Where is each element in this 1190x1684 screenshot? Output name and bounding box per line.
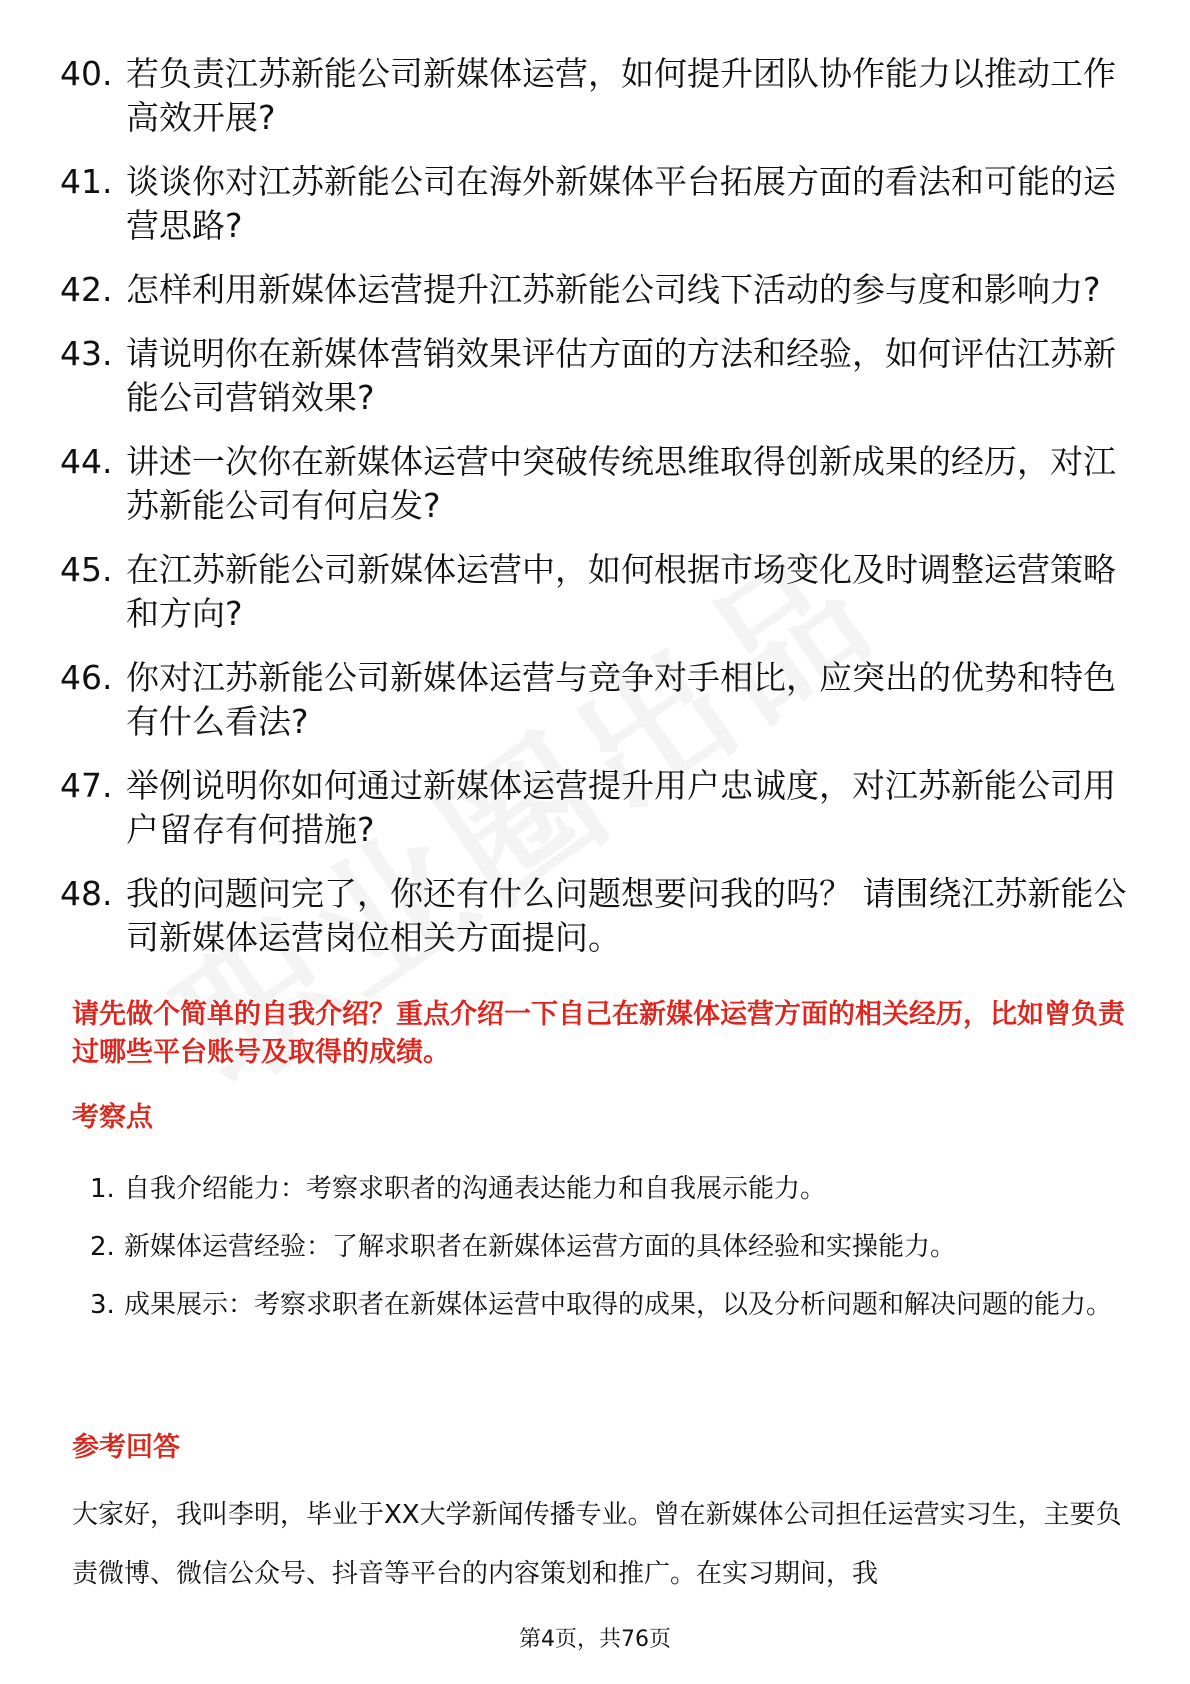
question-text: 你对江苏新能公司新媒体运营与竞争对手相比，应突出的优势和特色有什么看法? [126,658,1116,741]
question-number: 45. [60,550,113,589]
intro-question: 请先做个简单的自我介绍？重点介绍一下自己在新媒体运营方面的相关经历，比如曾负责过哪些平台账号及取得的成绩。 [72,999,1125,1068]
question-text: 我的问题问完了，你还有什么问题想要问我的吗？ 请围绕江苏新能公司新媒体运营岗位相关方面提问。 [126,874,1127,957]
question-number: 44. [60,442,113,481]
question-number: 46. [60,658,113,697]
question-number: 42. [60,270,113,309]
question-number: 48. [60,874,113,913]
exam-point-number: 1. [90,1174,115,1204]
exam-point-item [90,1160,1130,1218]
page-footer: 第4页，共76页 [519,1627,671,1652]
question-text: 怎样利用新媒体运营提升江苏新能公司线下活动的参与度和影响力? [126,270,1101,309]
question-number: 43. [60,334,113,373]
question-text: 若负责江苏新能公司新媒体运营，如何提升团队协作能力以推动工作高效开展? [126,54,1116,137]
question-text: 在江苏新能公司新媒体运营中，如何根据市场变化及时调整运营策略和方向? [126,550,1116,633]
question-text: 举例说明你如何通过新媒体运营提升用户忠诚度，对江苏新能公司用户留存有何措施? [126,766,1116,849]
question-text: 讲述一次你在新媒体运营中突破传统思维取得创新成果的经历，对江苏新能公司有何启发? [126,442,1116,525]
question-number: 47. [60,766,113,805]
question-text: 请说明你在新媒体营销效果评估方面的方法和经验，如何评估江苏新能公司营销效果? [126,334,1116,417]
exam-points-heading: 考察点 [72,1102,153,1133]
question-item [60,160,1130,248]
exam-point-item [90,1218,1130,1276]
exam-point-number: 3. [90,1290,115,1320]
question-item [60,52,1130,140]
question-item [60,656,1130,744]
reference-answer-heading: 参考回答 [72,1432,180,1463]
question-number: 40. [60,54,113,93]
exam-point-text: 成果展示：考察求职者在新媒体运营中取得的成果，以及分析问题和解决问题的能力。 [124,1290,1113,1320]
question-number: 41. [60,162,113,201]
exam-point-text: 自我介绍能力：考察求职者的沟通表达能力和自我展示能力。 [124,1174,827,1204]
exam-point-text: 新媒体运营经验：了解求职者在新媒体运营方面的具体经验和实操能力。 [124,1232,957,1262]
question-item [60,440,1130,528]
exam-point-item [90,1276,1130,1334]
exam-point-number: 2. [90,1232,115,1262]
reference-answer-text: 大家好，我叫李明，毕业于XX大学新闻传播专业。曾在新媒体公司担任运营实习生，主要负责微博、微信公众号、抖音等平台的内容策划和推广。在实习期间，我 [72,1500,1122,1589]
question-item [60,764,1130,852]
question-item [60,268,1130,312]
question-item [60,548,1130,636]
exam-points-list [90,1160,1130,1334]
question-item [60,872,1130,960]
question-text: 谈谈你对江苏新能公司在海外新媒体平台拓展方面的看法和可能的运营思路? [126,162,1116,245]
question-item [60,332,1130,420]
question-list [60,52,1130,980]
